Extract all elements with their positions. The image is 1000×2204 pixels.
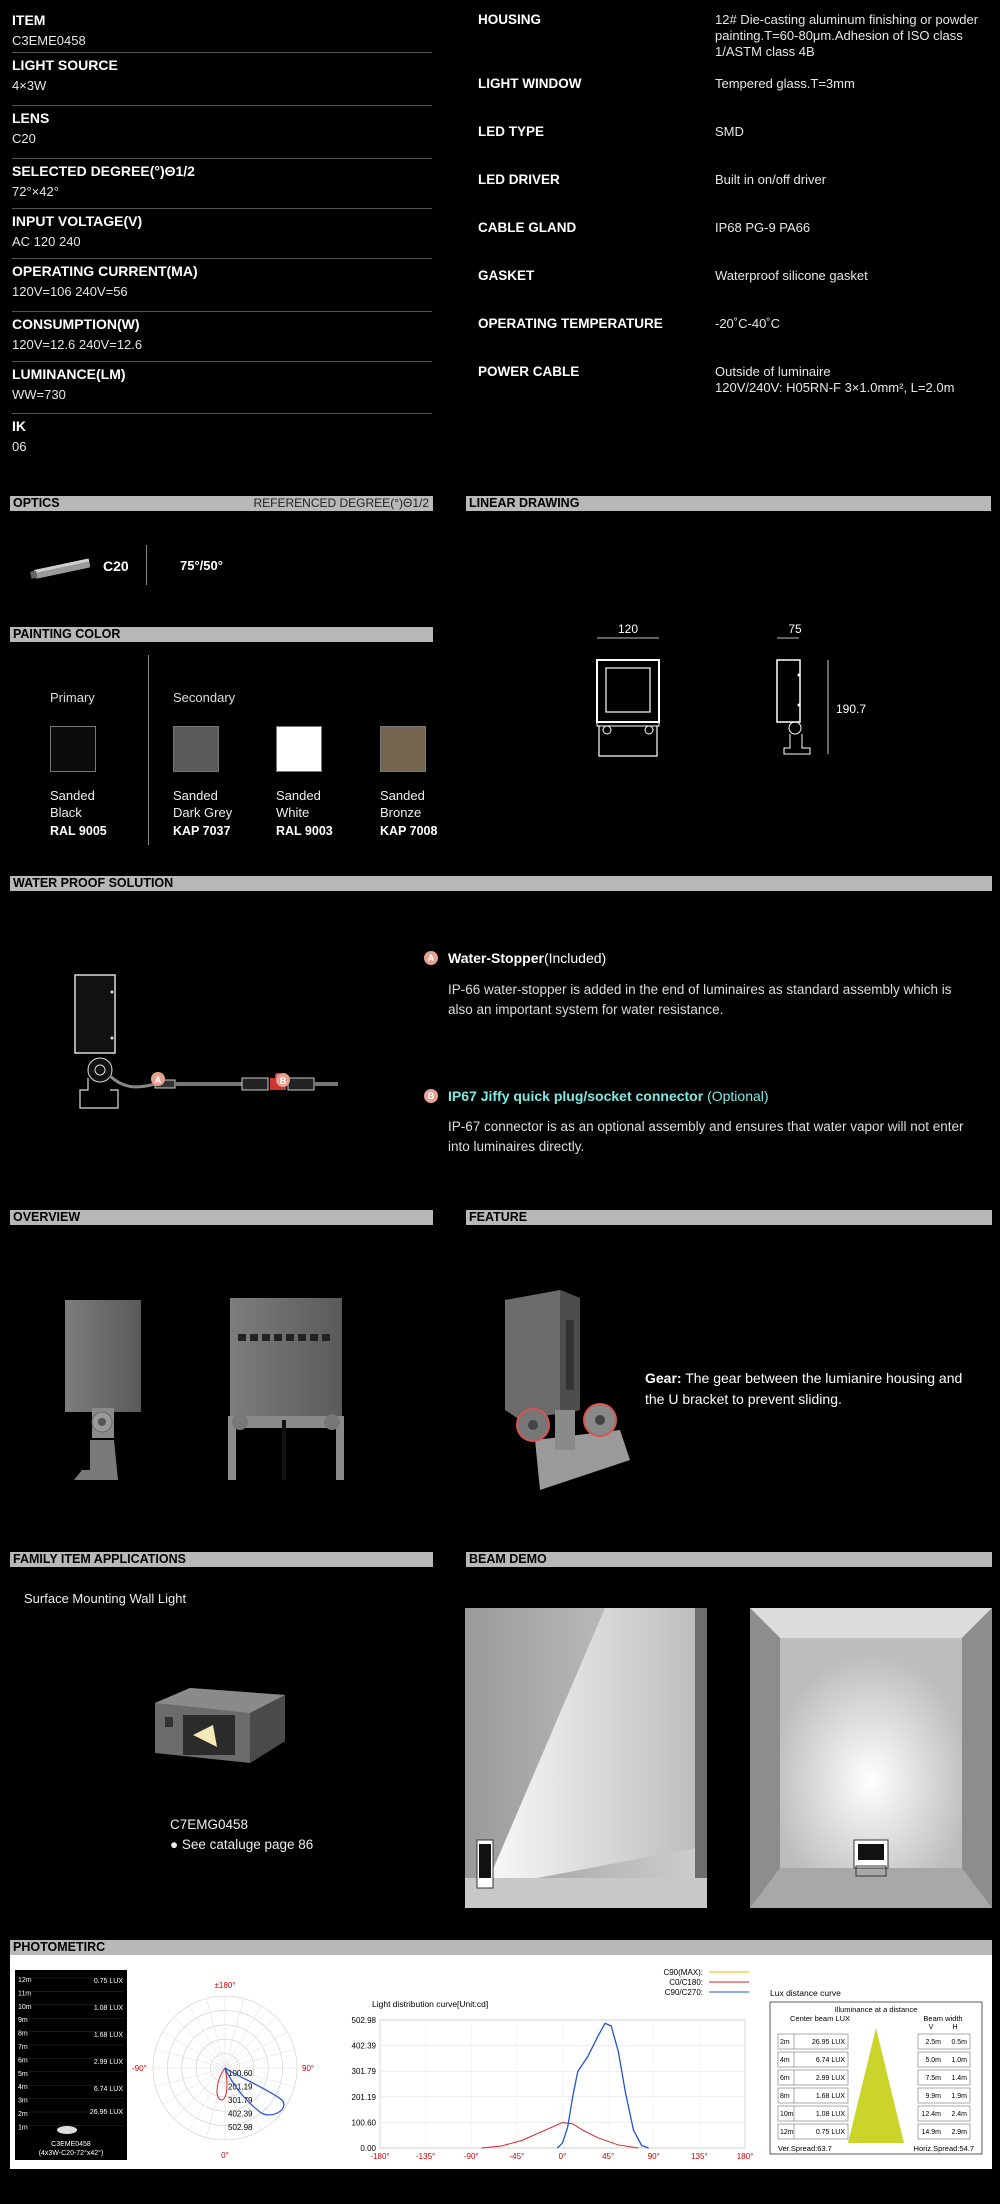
curve-y-tick: 301.79 [351,2067,376,2077]
lux-height-label: 2m [18,2111,28,2118]
polar-spoke [206,2068,225,2138]
lux-row-center: 6.74 LUX [815,2057,845,2064]
lux-row-v: 5.0m [925,2057,941,2064]
lux-height-label: 12m [18,1977,32,1984]
lux-row-v: 7.5m [925,2075,941,2082]
spec-value: IP68 PG-9 PA66 [715,220,811,235]
color-swatch [173,726,219,772]
polar-spoke [174,2017,225,2068]
spec-label: HOUSING [478,12,542,27]
lux-value-label: 1.68 LUX [93,2032,123,2039]
spec-value: -20˚C-40˚C [715,316,781,331]
polar-chart [130,1980,320,2160]
lux-height-label: 11m [18,1990,32,1998]
curve-x-tick: 90° [647,2152,660,2161]
polar-spoke [225,2032,287,2068]
feature-bar: FEATURE [466,1210,992,1225]
spec-row [12,366,432,414]
lux-h-header: H [952,2024,958,2031]
lux-row-h: 1.0m [951,2057,967,2064]
spec-label: LUMINANCE(LM) [12,366,126,382]
lux-row-distance: 6m [780,2075,790,2082]
lux-height-label: 7m [18,2044,28,2051]
spec-label: ITEM [12,12,46,28]
spec-label: LENS [12,110,50,126]
color-swatch [380,726,426,772]
lux-row-center: 1.08 LUX [815,2111,845,2118]
spec-row [12,263,432,312]
waterproof-illustration [70,970,345,1120]
spec-label: POWER CABLE [478,364,580,379]
polar-spoke [225,2049,295,2068]
spec-value: Waterproof silicone gasket [715,268,868,283]
polar-spoke [225,2017,276,2068]
swatch-name: Sanded Dark Grey [173,788,233,820]
polar-ring-label: 402.39 [228,2109,253,2119]
optics-divider [146,545,147,585]
spec-row [12,213,432,259]
lux-row-h: 2.4m [951,2111,967,2118]
painting-color-bar: PAINTING COLOR [10,627,433,642]
color-swatch [50,726,96,772]
curve-y-tick: 100.60 [351,2118,376,2128]
marker-b-badge: B [424,1089,438,1103]
spec-label: IK [12,418,26,434]
polar-bottom-label: 0° [221,2151,229,2160]
family-heading: Surface Mounting Wall Light [24,1591,187,1606]
svg-text:B: B [279,1076,287,1086]
lux-distance-chart [768,1988,988,2160]
beam-demo-ceiling-image [750,1608,992,1908]
polar-ring-label: 201.19 [228,2082,253,2092]
curve-legend-label: C90/C270: [664,1988,703,1997]
lux-height-label: 6m [18,2057,28,2065]
photometric-bar: PHOTOMETIRC [10,1940,992,1955]
overview-product-images [60,1290,350,1485]
spec-row [12,418,432,460]
family-bar: FAMILY ITEM APPLICATIONS [10,1552,433,1567]
lux-row-center: 1.68 LUX [815,2093,845,2100]
painting-divider [148,655,149,845]
lux-height-label: 9m [18,2017,28,2025]
lux-caption-1: C3EME0458 [51,2141,91,2148]
optics-referenced-degree-label: REFERENCED DEGREE(°)Θ1/2 [253,496,429,510]
connector-desc: IP-67 connector is as an optional assembly and ensures that water vapor will not enter into luminaires directly. [448,1119,964,1154]
lux-row-center: 0.75 LUX [815,2129,845,2136]
optic-lens-icon [30,555,96,581]
spec-value: Built in on/off driver [715,172,827,187]
spec-label: OPERATING TEMPERATURE [478,316,663,331]
marker-a-badge: A [424,951,438,965]
spec-value: SMD [715,124,744,139]
dim-width: 120 [617,622,639,636]
connector-title: IP67 Jiffy quick plug/socket connector (Optional) [448,1088,769,1104]
spec-value: C20 [12,131,36,146]
lux-row-v: 12.4m [921,2111,941,2118]
spec-label: OPERATING CURRENT(MA) [12,263,198,279]
lux-value-label: 1.08 LUX [93,2005,123,2012]
spec-label: INPUT VOLTAGE(V) [12,213,143,229]
lux-row-distance: 10m [780,2111,794,2118]
family-model: C7EMG0458 [170,1817,249,1832]
curve-c0-series [481,2123,638,2148]
lux-row-distance: 8m [780,2093,790,2100]
curve-legend-label: C0/C180: [669,1978,703,1987]
lux-scale-chart [15,1970,127,2160]
lux-vspread: Ver.Spread:63.7 [778,2144,832,2153]
spec-row [12,163,432,209]
polar-spoke [225,1998,244,2068]
lux-value-label: 2.99 LUX [93,2059,123,2066]
linear-drawing-bar: LINEAR DRAWING [466,496,991,511]
curve-y-tick: 201.19 [351,2092,376,2102]
polar-spoke [189,2006,225,2068]
spec-label: GASKET [478,268,535,283]
spec-value: C3EME0458 [12,33,86,48]
lux-row-distance: 12m [780,2129,794,2136]
spec-label: LED DRIVER [478,172,560,187]
overview-bar: OVERVIEW [10,1210,433,1225]
spec-value: 72°×42° [12,184,59,199]
optics-lens: C20 [103,558,129,574]
lux-distance-title: Lux distance curve [770,1988,841,1998]
polar-spoke [206,1998,225,2068]
lux-row-v: 14.9m [921,2129,941,2136]
svg-text:A: A [154,1075,162,1085]
lux-height-label: 10m [18,2003,32,2011]
spec-label: CABLE GLAND [478,220,577,235]
spec-label: SELECTED DEGREE(°)Θ1/2 [12,163,195,179]
water-stopper-title: Water-Stopper(Included) [448,950,607,966]
spec-label: LED TYPE [478,124,545,139]
spec-row [12,110,432,159]
swatch-name: Sanded Bronze [380,788,425,820]
lux-v-header: V [928,2024,934,2031]
polar-ring-label: 301.79 [228,2096,253,2105]
lux-height-label: 4m [18,2084,28,2092]
curve-x-tick: -90° [463,2152,479,2161]
curve-legend-label: C90(MAX): [663,1968,703,1977]
linear-drawing [580,620,880,760]
curve-x-tick: -45° [509,2152,525,2161]
swatch-code: RAL 9005 [50,824,107,838]
curve-x-tick: 45° [602,2152,615,2161]
spec-value: WW=730 [12,387,66,402]
lux-row-h: 0.5m [951,2039,967,2046]
lux-row-distance: 2m [780,2039,790,2046]
family-catalogue-note: ● See cataluge page 86 [170,1837,314,1852]
swatch-code: RAL 9003 [276,824,333,838]
spec-value: 120V=12.6 240V=12.6 [12,337,143,352]
polar-spoke [163,2032,225,2068]
lux-row-center: 2.99 LUX [815,2075,845,2082]
lux-row-h: 1.9m [951,2093,967,2100]
spec-label: CONSUMPTION(W) [12,316,140,332]
lux-beam-header: Beam width [923,2014,963,2023]
spec-value: 06 [12,439,27,454]
spec-row [12,57,432,106]
lux-height-label: 1m [18,2124,28,2132]
lux-row-h: 1.4m [951,2075,967,2082]
lux-value-label: 6.74 LUX [93,2086,123,2093]
lux-distance-header: Illuminance at a distance [834,2005,918,2014]
primary-label: Primary [50,690,95,705]
curve-x-tick: -180° [370,2152,390,2161]
dim-height: 190.7 [836,702,867,716]
spec-value: AC 120 240 [12,234,81,249]
swatch-code: KAP 7008 [380,824,438,838]
polar-ring-label: 100.60 [228,2069,253,2078]
polar-spoke [163,2068,225,2104]
polar-ring-label: 502.98 [228,2123,253,2132]
feature-gear-image [500,1290,640,1500]
optics-degree: 75°/50° [180,558,223,573]
lux-hspread: Horiz.Spread:54.7 [913,2144,974,2153]
lux-value-label: 26.95 LUX [89,2109,123,2116]
lux-row-v: 9.9m [925,2093,941,2100]
family-product-image [145,1683,295,1778]
curve-x-tick: 135° [691,2152,708,2161]
feature-gear-text: Gear: The gear between the lumianire housing and the U bracket to prevent sliding. [645,1370,963,1407]
color-swatch [276,726,322,772]
lux-height-label: 8m [18,2030,28,2038]
polar-left-label: -90° [132,2064,147,2073]
spec-row [12,12,432,53]
lux-height-label: 5m [18,2070,28,2078]
water-stopper-desc: IP-66 water-stopper is added in the end of luminaires as standard assembly which is also an important system for water resistance. [448,982,952,1017]
spec-value: 12# Die-casting aluminum finishing or powder painting.T=60-80μm.Adhesion of ISO class 1/ASTM class 4B [715,12,979,59]
spec-label: LIGHT SOURCE [12,57,118,73]
swatch-code: KAP 7037 [173,824,231,838]
polar-spoke [225,2006,261,2068]
spec-label: LIGHT WINDOW [478,76,582,91]
curve-y-tick: 502.98 [351,2016,376,2025]
lux-row-center: 26.95 LUX [811,2039,845,2046]
polar-curve-c0 [217,2068,227,2100]
beam-demo-wall-image [465,1608,707,1908]
lux-height-label: 3m [18,2097,28,2105]
lux-row-v: 2.5m [925,2039,941,2046]
curve-title: Light distribution curve[Unit:cd] [372,1999,489,2009]
curve-y-tick: 402.39 [351,2041,376,2051]
curve-x-tick: 0° [558,2152,567,2161]
lux-caption-2: (4x3W-C20-72°x42°) [38,2150,104,2157]
lux-beam-spot [57,2126,77,2134]
lux-value-label: 0.75 LUX [93,1978,123,1985]
light-distribution-chart [325,1962,755,2162]
waterproof-bar: WATER PROOF SOLUTION [10,876,992,891]
spec-row [12,316,432,362]
beam-demo-bar: BEAM DEMO [466,1552,992,1567]
optics-bar: OPTICS REFERENCED DEGREE(°)Θ1/2 [10,496,433,511]
lux-row-distance: 4m [780,2057,790,2064]
lux-row-h: 2.9m [951,2129,967,2136]
spec-value: Outside of luminaire 120V/240V: H05RN-F 3×1.0mm², L=2.0m [715,364,955,395]
polar-top-label: ±180° [214,1981,236,1990]
swatch-name: Sanded White [276,788,321,820]
spec-value: Tempered glass.T=3mm [715,76,855,91]
lux-center-header: Center beam LUX [789,2014,851,2023]
dim-depth: 75 [788,622,802,636]
polar-spoke [155,2068,225,2087]
curve-y-tick: 0.00 [360,2144,376,2153]
curve-c90-series [557,2023,648,2148]
polar-spoke [155,2049,225,2068]
curve-x-tick: 180° [736,2152,754,2161]
curve-x-tick: -135° [416,2152,436,2161]
spec-value: 120V=106 240V=56 [12,284,128,299]
swatch-name: Sanded Black [50,788,95,820]
spec-value: 4×3W [12,78,47,93]
polar-right-label: 90° [302,2064,315,2073]
secondary-label: Secondary [173,690,236,705]
